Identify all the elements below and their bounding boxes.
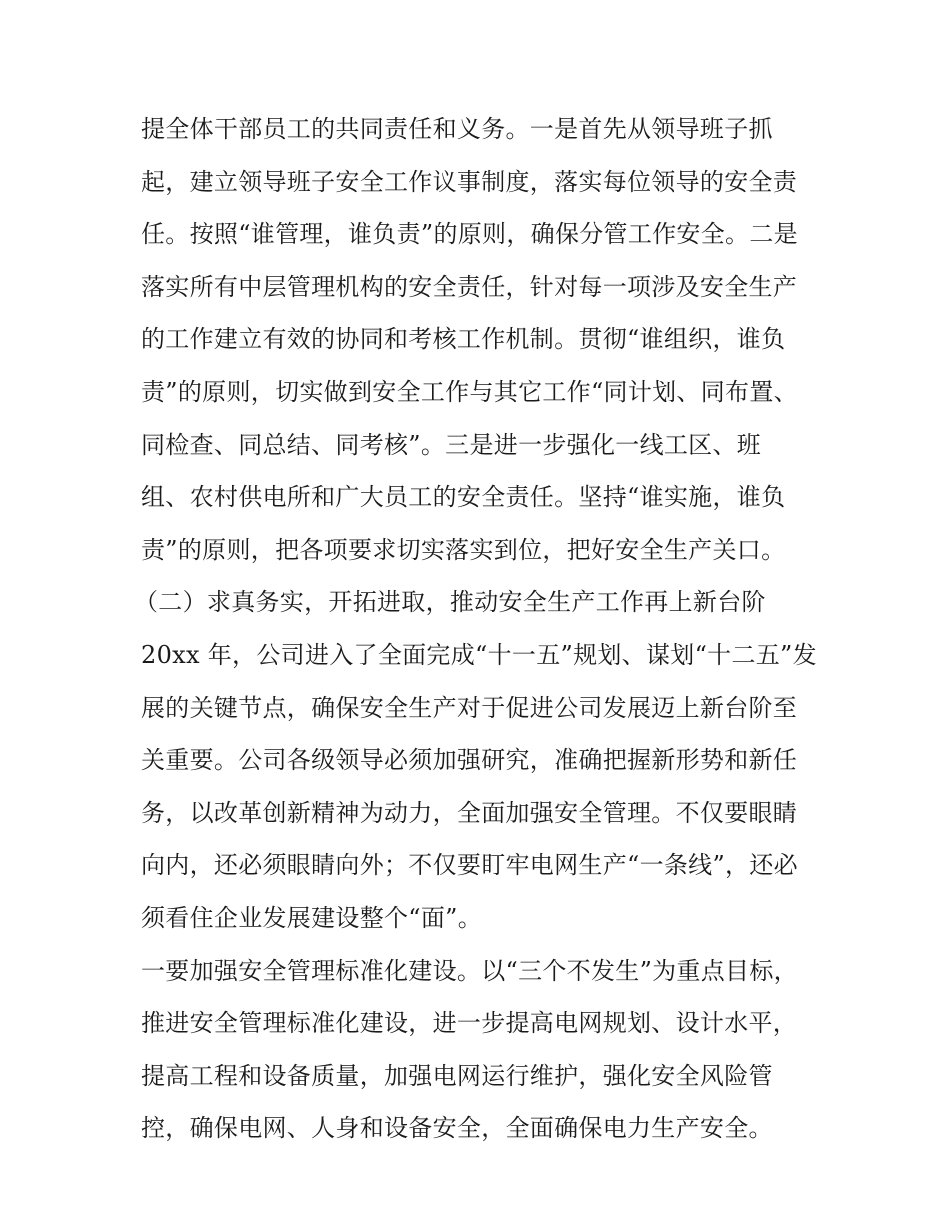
text-line: 起，建立领导班子安全工作议事制度，落实每位领导的安全责 xyxy=(141,167,798,196)
text-line: 关重要。公司各级领导必须加强研究，准确把握新形势和新任 xyxy=(141,746,798,775)
text-line: 务，以改革创新精神为动力，全面加强安全管理。不仅要眼睛 xyxy=(141,798,798,827)
text-line: 的工作建立有效的协同和考核工作机制。贯彻“谁组织，谁负 xyxy=(141,325,786,354)
text-line: 组、农村供电所和广大员工的安全责任。坚持“谁实施，谁负 xyxy=(141,483,786,512)
text-line: 责”的原则，把各项要求切实落实到位，把好安全生产关口。 xyxy=(141,535,786,564)
text-line: 同检查、同总结、同考核”。三是进一步强化一线工区、班 xyxy=(141,430,762,459)
text-line: 展的关键节点，确保安全生产对于促进公司发展迈上新台阶至 xyxy=(141,693,798,722)
text-line: 落实所有中层管理机构的安全责任，针对每一项涉及安全生产 xyxy=(141,272,798,301)
text-line: 控，确保电网、人身和设备安全，全面确保电力生产安全。 xyxy=(141,1114,773,1143)
text-line: 一要加强安全管理标准化建设。以“三个不发生”为重点目标， xyxy=(141,956,798,985)
text-line: 20xx 年，公司进入了全面完成“十一五”规划、谋划“十二五”发 xyxy=(141,640,817,669)
text-line: 向内，还必须眼睛向外；不仅要盯牢电网生产“一条线”，还必 xyxy=(141,851,798,880)
text-line: 提全体干部员工的共同责任和义务。一是首先从领导班子抓 xyxy=(141,115,773,143)
text-line: 须看住企业发展建设整个“面”。 xyxy=(141,903,483,932)
text-line: 提高工程和设备质量，加强电网运行维护，强化安全风险管 xyxy=(141,1061,773,1090)
text-line: 推进安全管理标准化建设，进一步提高电网规划、设计水平， xyxy=(141,1009,798,1038)
document-body xyxy=(134,103,841,1155)
section-heading: （二）求真务实，开拓进取，推动安全生产工作再上新台阶 xyxy=(134,588,766,617)
text-line: 任。按照“谁管理，谁负责”的原则，确保分管工作安全。二是 xyxy=(141,220,798,249)
text-line: 责”的原则，切实做到安全工作与其它工作“同计划、同布置、 xyxy=(141,377,798,406)
